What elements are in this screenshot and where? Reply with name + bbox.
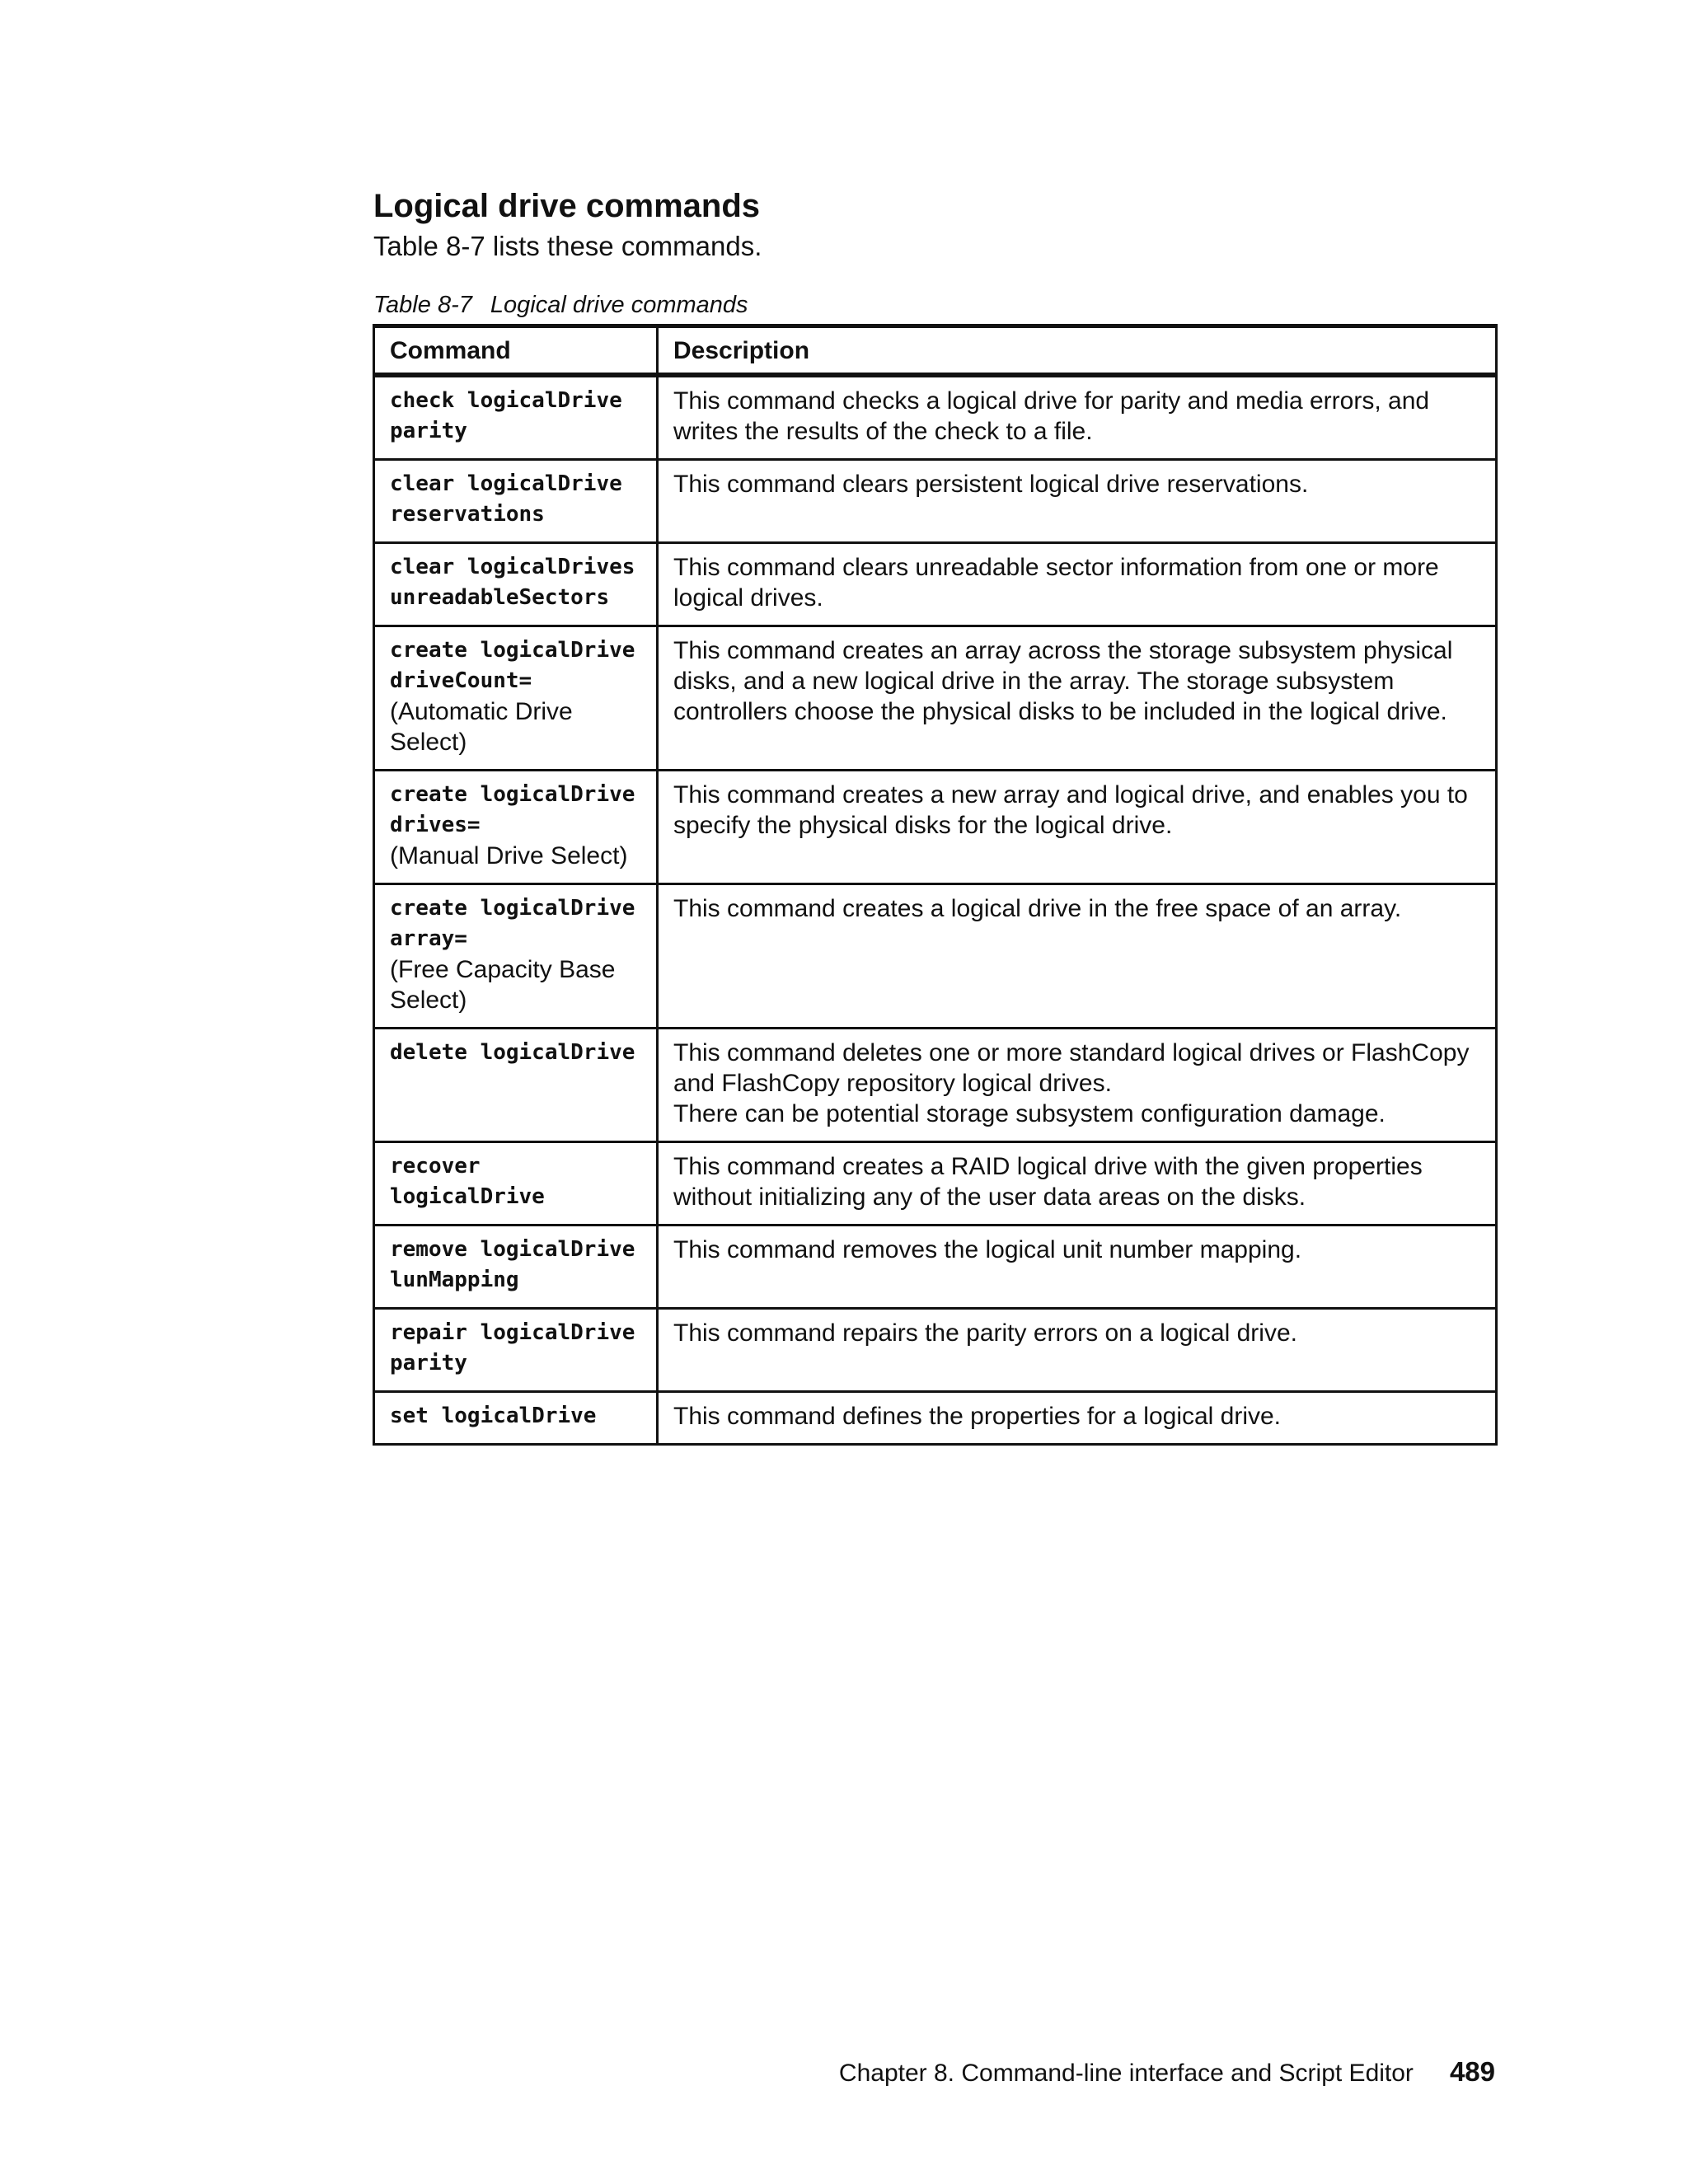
command-text: unreadableSectors (390, 585, 610, 610)
command-cell (374, 460, 658, 543)
command-text: remove logicalDrive (390, 1237, 635, 1262)
command-text: create logicalDrive (390, 896, 635, 921)
command-note: Select) (390, 987, 467, 1014)
table-caption-number: Table 8-7 (373, 292, 472, 318)
description-cell (658, 1142, 1497, 1226)
command-cell (374, 771, 658, 884)
command-text: repair logicalDrive (390, 1320, 635, 1345)
table-row (374, 1309, 1497, 1392)
description-cell (658, 1392, 1497, 1445)
command-text: parity (390, 1351, 467, 1376)
table-row (374, 375, 1497, 460)
command-text: check logicalDrive (390, 388, 622, 413)
description-text: This command clears unreadable sector information from one or more logical drives. (673, 554, 1439, 612)
description-text: This command creates a logical drive in the free space of an array. (673, 895, 1402, 922)
command-note: (Manual Drive Select) (390, 842, 628, 869)
command-cell (374, 1392, 658, 1445)
description-cell (658, 375, 1497, 460)
command-cell (374, 1142, 658, 1226)
intro-text: Table 8-7 lists these commands. (373, 231, 762, 261)
command-text: parity (390, 419, 467, 443)
description-text: This command checks a logical drive for parity and media errors, and writes the results of the check to a file. (673, 387, 1430, 445)
command-text: array= (390, 926, 467, 951)
header-command: Command (374, 326, 658, 376)
command-cell (374, 543, 658, 626)
table-body (374, 375, 1497, 1445)
table-caption (373, 287, 748, 323)
description-cell (658, 1029, 1497, 1142)
description-text: This command defines the properties for a logical drive. (673, 1403, 1282, 1430)
description-text: This command repairs the parity errors on a logical drive. (673, 1319, 1297, 1347)
command-cell (374, 375, 658, 460)
description-text: There can be potential storage subsystem configuration damage. (673, 1100, 1386, 1127)
description-cell (658, 460, 1497, 543)
command-cell (374, 1029, 658, 1142)
command-cell (374, 1309, 658, 1392)
description-text: This command creates a new array and logical drive, and enables you to specify the physical disks for the logical drive. (673, 781, 1468, 839)
description-cell (658, 771, 1497, 884)
table-row (374, 771, 1497, 884)
description-cell (658, 626, 1497, 771)
command-text: delete logicalDrive (390, 1040, 635, 1065)
header-description: Description (658, 326, 1497, 376)
command-text: reservations (390, 502, 545, 527)
command-text: create logicalDrive (390, 782, 635, 807)
footer-chapter: Chapter 8. Command-line interface and Script Editor (838, 2060, 1414, 2087)
command-text: lunMapping (390, 1268, 519, 1292)
table-row (374, 1226, 1497, 1309)
description-text: This command creates an array across the storage subsystem physical disks, and a new logical drive in the array. The storage subsystem controllers choose the physical disks to be included in the logical drive. (673, 637, 1453, 725)
table-header-row (374, 326, 1497, 376)
description-cell (658, 1309, 1497, 1392)
command-text: recover logicalDrive (390, 1154, 545, 1209)
page-number: 489 (1449, 2056, 1495, 2087)
command-cell (374, 884, 658, 1029)
table-row (374, 460, 1497, 543)
description-cell (658, 884, 1497, 1029)
command-text: drives= (390, 813, 481, 837)
section-title: Logical drive commands (373, 188, 761, 224)
command-note: Select) (390, 729, 467, 756)
description-text: This command clears persistent logical drive reservations. (673, 471, 1309, 498)
table-caption-title: Logical drive commands (490, 292, 748, 318)
command-note: (Free Capacity Base (390, 956, 616, 983)
commands-table (373, 324, 1498, 1446)
description-text: This command creates a RAID logical drive with the given properties without initializing any of the user data areas on the disks. (673, 1153, 1423, 1211)
command-cell (374, 626, 658, 771)
table-row (374, 1392, 1497, 1445)
table-row (374, 1029, 1497, 1142)
command-text: driveCount= (390, 668, 532, 693)
description-text: This command deletes one or more standard logical drives or FlashCopy and FlashCopy repository logical drives. (673, 1039, 1470, 1097)
command-note: (Automatic Drive (390, 698, 573, 725)
table-row (374, 1142, 1497, 1226)
table-row (374, 884, 1497, 1029)
command-cell (374, 1226, 658, 1309)
command-text: clear logicalDrives (390, 555, 635, 579)
command-text: set logicalDrive (390, 1404, 597, 1428)
command-text: clear logicalDrive (390, 471, 622, 496)
command-text: create logicalDrive (390, 638, 635, 663)
description-cell (658, 543, 1497, 626)
description-text: This command removes the logical unit number mapping. (673, 1236, 1302, 1263)
page-footer (839, 2055, 1495, 2090)
table-row (374, 543, 1497, 626)
description-cell (658, 1226, 1497, 1309)
table-row (374, 626, 1497, 771)
